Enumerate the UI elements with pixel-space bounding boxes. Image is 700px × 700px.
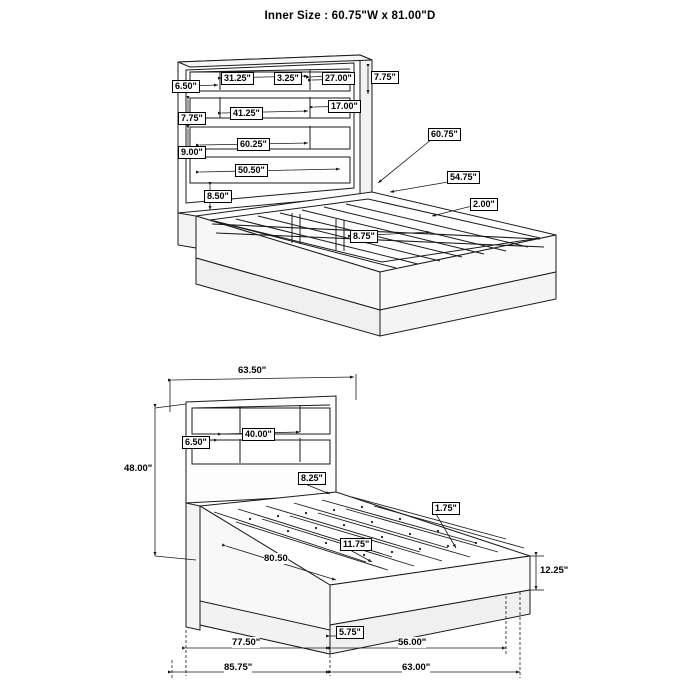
dim-label-54-75: 54.75" [447, 171, 480, 184]
dim-label-85-75: 85.75" [224, 662, 253, 673]
dim-label-3-25: 3.25" [274, 72, 302, 85]
dim-label-6-50-top: 6.50" [172, 80, 200, 93]
dim-label-56-00: 56.00" [398, 637, 427, 648]
dim-label-8-50: 8.50" [204, 190, 232, 203]
dim-label-41-25: 41.25" [230, 107, 263, 120]
dim-label-17-00: 17.00" [328, 100, 361, 113]
dim-label-9-00: 9.00" [178, 146, 206, 159]
dim-label-40-00: 40.00" [242, 428, 275, 441]
dim-label-31-25: 31.25" [221, 72, 254, 85]
dim-label-60-25: 60.25" [237, 138, 270, 151]
dim-label-50-50: 50.50" [235, 164, 268, 177]
dim-label-77-50: 77.50" [232, 637, 261, 648]
dim-label-80-50: 80.50 [264, 553, 288, 564]
dim-label-6-50-bot: 6.50" [182, 436, 210, 449]
dim-label-48-00: 48.00" [124, 463, 153, 474]
page-title: Inner Size : 60.75"W x 81.00"D [264, 10, 436, 22]
dim-label-7-75-top: 7.75" [371, 71, 399, 84]
dim-label-60-75: 60.75" [428, 128, 461, 141]
dim-label-63-00: 63.00" [402, 662, 431, 673]
dim-label-63-50: 63.50" [238, 365, 267, 376]
dim-label-27-00: 27.00" [322, 72, 355, 85]
dim-label-11-75: 11.75" [340, 538, 372, 551]
dim-label-8-25: 8.25" [298, 472, 326, 485]
dim-label-5-75: 5.75" [336, 626, 364, 639]
dim-label-12-25: 12.25" [540, 565, 569, 576]
top-view-bed [178, 55, 556, 336]
dim-label-1-75: 1.75" [432, 502, 460, 515]
dim-label-2-00: 2.00" [470, 198, 498, 211]
dim-label-7-75-left: 7.75" [178, 112, 206, 125]
dim-label-8-75: 8.75" [350, 230, 378, 243]
